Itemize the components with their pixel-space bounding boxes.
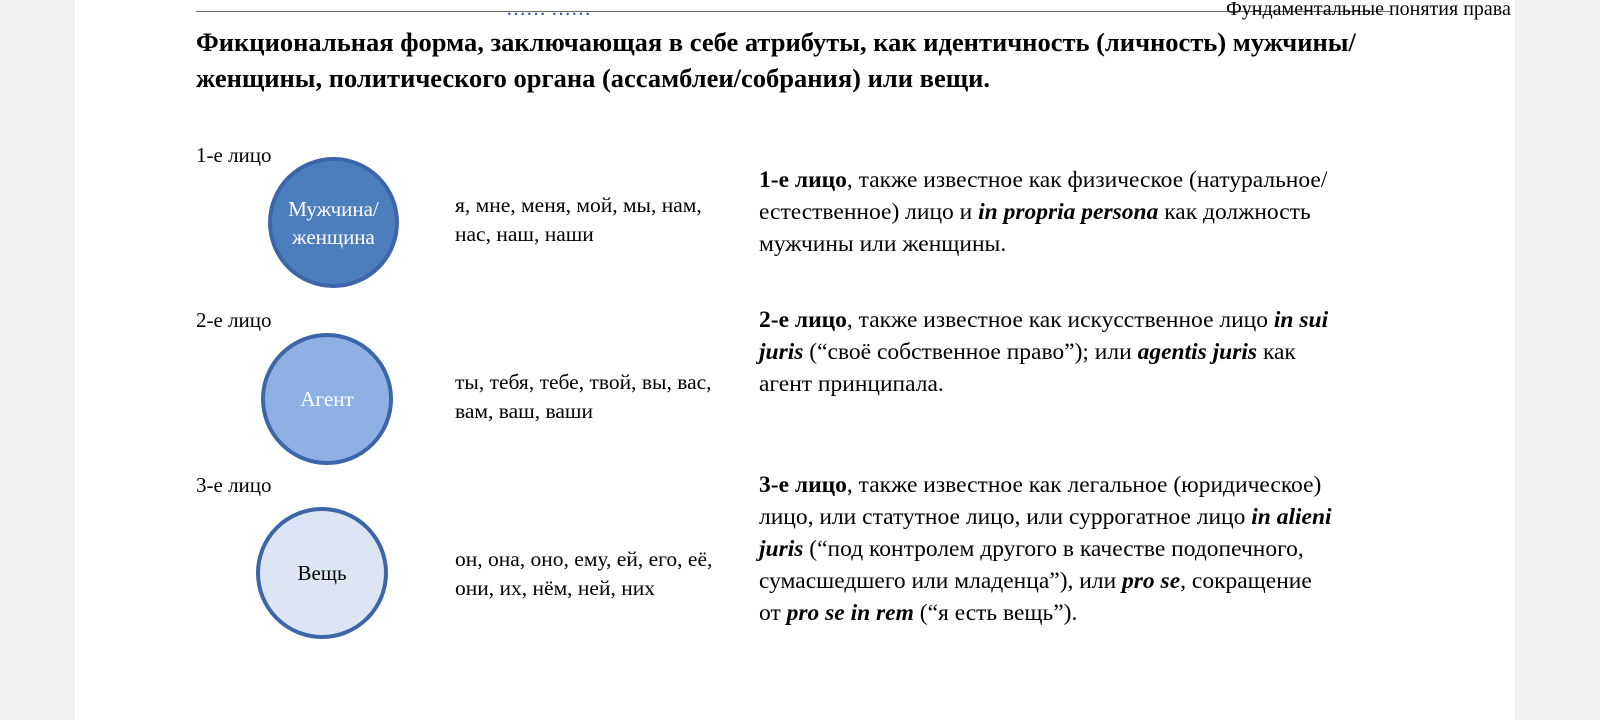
desc-text: как агент принципала. bbox=[759, 339, 1296, 397]
description-second-person bbox=[759, 304, 1339, 400]
latin-term: pro se bbox=[1122, 568, 1181, 594]
description-third-person bbox=[759, 469, 1339, 629]
page-title: Фикциональная форма, заключающая в себе атрибуты, как идентичность (личность) мужчины/женщины, политического органа (ассамблеи/собрания) или вещи. bbox=[196, 27, 1356, 93]
pronouns-second-person: ты, тебя, тебе, твой, вы, вас, вам, ваш, ваши bbox=[455, 370, 712, 423]
pronouns-first-person: я, мне, меня, мой, мы, нам, нас, наш, наши bbox=[455, 193, 702, 246]
latin-term: agentis juris bbox=[1137, 339, 1258, 365]
desc-text: , также известное как легальное (юридическое) лицо, или статутное лицо, или суррогатное лицо bbox=[759, 472, 1322, 530]
latin-term: in sui juris bbox=[759, 307, 1329, 365]
latin-term: in propria persona bbox=[978, 199, 1159, 225]
description-first-person bbox=[759, 164, 1339, 260]
header-rule bbox=[196, 0, 1511, 20]
pronouns-third-person: он, она, оно, ему, ей, его, её, они, их, нём, ней, них bbox=[455, 547, 713, 600]
row-label-third-person: 3-е лицо bbox=[196, 473, 272, 497]
circle-thing bbox=[256, 507, 388, 639]
circle-agent bbox=[261, 333, 393, 465]
circle-label: Вещь bbox=[297, 561, 347, 585]
row-label-first-person: 1-е лицо bbox=[196, 143, 272, 167]
desc-text: как должность мужчины или женщины. bbox=[759, 199, 1311, 257]
desc-text: (“я есть вещь”). bbox=[913, 600, 1078, 626]
header-left-text: …… …… bbox=[506, 0, 591, 20]
latin-term: in alieni juris bbox=[759, 504, 1332, 562]
desc-lead: 1-е лицо bbox=[759, 167, 847, 193]
header-right-text: Фундаментальные понятия права bbox=[1226, 0, 1511, 20]
row-label-second-person: 2-е лицо bbox=[196, 308, 272, 332]
desc-text: , также известное как физическое (натуральное/естественное) лицо и bbox=[759, 167, 1328, 225]
desc-text: (“своё собственное право”); или bbox=[803, 339, 1138, 365]
desc-text: (“под контролем другого в качестве подопечного, сумасшедшего или младенца”), или bbox=[759, 536, 1304, 594]
desc-lead: 3-е лицо bbox=[759, 472, 847, 498]
desc-lead: 2-е лицо bbox=[759, 307, 847, 333]
desc-text: , также известное как искусственное лицо bbox=[846, 307, 1274, 333]
circle-label: Агент bbox=[300, 387, 354, 411]
desc-text: , сокращение от bbox=[759, 568, 1312, 626]
document-page bbox=[75, 0, 1515, 720]
circle-label: Мужчина/ женщина bbox=[288, 196, 379, 249]
latin-term: pro se in rem bbox=[786, 600, 914, 626]
circle-man-woman bbox=[268, 157, 399, 288]
